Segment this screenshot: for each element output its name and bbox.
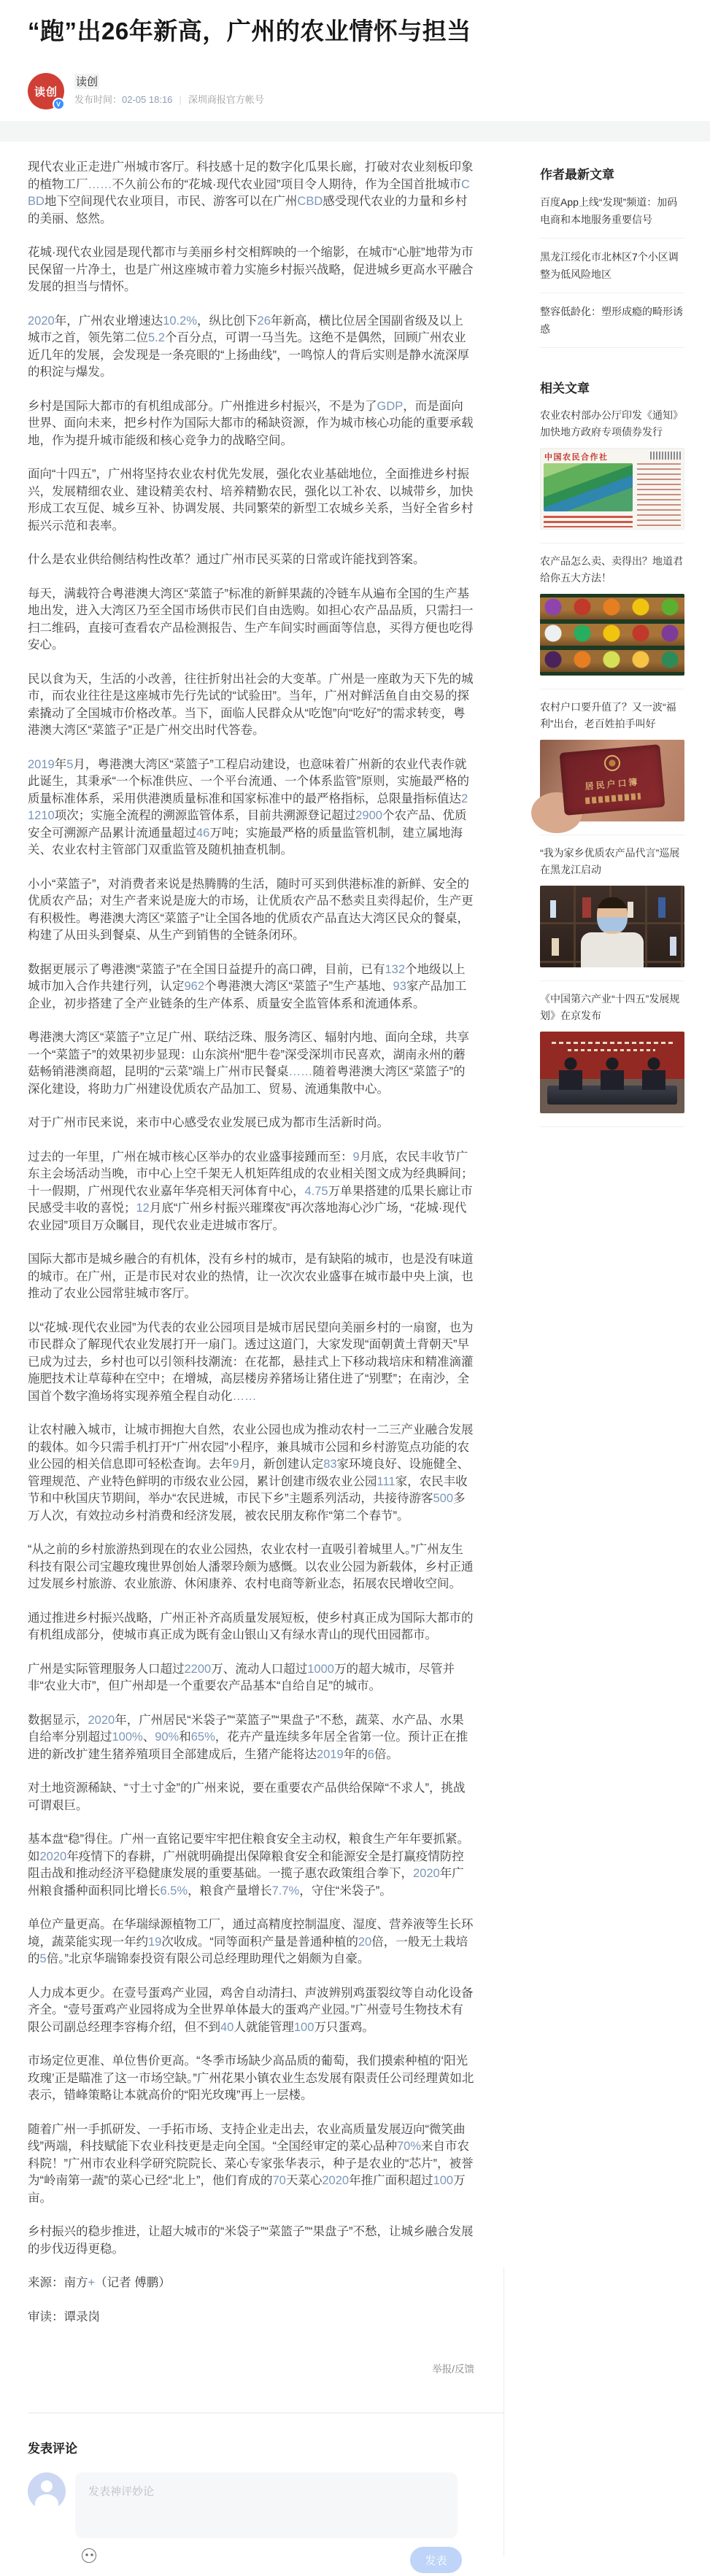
- article-paragraph: 数据更展示了粤港澳“菜篮子”在全国日益提升的高口碑，目前，已有132个地级以上城市加入合作共建行列，认定962个粤港澳大湾区“菜篮子”生产基地、93家产品加工企业，初步搭建了全产业链条的生产体系、质量安全监管体系和流通体系。: [28, 962, 467, 1010]
- article-paragraph: “从之前的乡村旅游热到现在的农业公园热，农业农村一直吸引着城里人。”广州友生科技有限公司宝趣玫瑰世界创始人潘翠玲颇为感慨。以农业公园为新载体，乡村正通过发展乡村旅游、农业旅游、休闲康养、农村电商等新业态，拓展农民增收空间。: [28, 1543, 474, 1590]
- related-article-title: 《中国第六产业“十四五”发展规划》在京发布: [540, 993, 680, 1021]
- author-article-item[interactable]: 百度App上线“发现”频道：加码电商和本地服务重要信号: [540, 184, 684, 239]
- article-paragraph: 小小“菜篮子”，对消费者来说是热腾腾的生活，随时可买到供港标准的新鲜、安全的优质农产品；对生产者来说是庞大的市场，让优质农产品不愁卖且卖得起价，生产更有积极性。粤港澳大湾区“菜篮子”让全国各地的优质农产品直达大湾区民众的餐桌，构建了从田头到餐桌、从生产到销售的全链条闭环。: [28, 877, 474, 942]
- article-body: [28, 142, 474, 2343]
- report-feedback-link[interactable]: 举报/反馈: [432, 2364, 474, 2375]
- article-paragraph: 每天，满载符合粤港澳大湾区“菜篮子”标准的新鲜果蔬的冷链车从遍布全国的生产基地出发，进入大湾区乃至全国市场供市民们自由选购。如担心农产品品质，只需扫一扫二维码，直接可查看农产品检测报告、生产车间实时画面等信息，买得方便也吃得安心。: [28, 587, 474, 651]
- article-paragraph: 国际大都市是城乡融合的有机体，没有乡村的城市，是有缺陷的城市，也是没有味道的城市。在广州，正是市民对农业的热情，让一次次农业盛事在城市最中央上演，也推动了农业公园常驻城市客厅。: [28, 1253, 474, 1300]
- article-paragraph: 基本盘“稳”得住。广州一直铭记要牢牢把住粮食安全主动权，粮食生产年年要抓紧。如2020年疫情下的春耕，广州就明确提出保障粮食安全和能源安全是打赢疫情防控阻击战和推动经济平稳健康发展的重要基础。一揽子惠农政策组合拳下，2020年广州粮食播种面积同比增长6.5%，粮食产量增长7.7%，守住“米袋子”。: [28, 1833, 469, 1898]
- comment-input-row: [28, 2472, 503, 2538]
- article-paragraph: 现代农业正走进广州城市客厅。科技感十足的数字化瓜果长廊，打破对农业刻板印象的植物工厂……不久前公布的“花城·现代农业园”项目令人期待，作为全国首批城市CBD地下空间现代农业项目，市民、游客可以在广州CBD感受现代农业的力量和乡村的美丽、悠然。: [28, 160, 474, 225]
- article-footer-line: 来源：南方+（记者 傅鹏）: [28, 2276, 171, 2289]
- comment-submit-button[interactable]: 发表: [410, 2547, 462, 2573]
- article-paragraph: 人力成本更少。在壹号蛋鸡产业园，鸡舍自动清扫、声波辨别鸡蛋裂纹等自动化设备齐全。“壹号蛋鸡产业园将成为全世界单体最大的蛋鸡产业园。”广州壹号生物技术有限公司副总经理李容梅介绍，但不到40人就能管理100万只蛋鸡。: [28, 1986, 474, 2034]
- article-paragraph: 面向“十四五”，广州将坚持农业农村优先发展，强化农业基础地位，全面推进乡村振兴，发展精细农业、建设精美农村、培养精勤农民，强化以工补农、以城带乡，加快形成工农互促、城乡互补、协调发展、共同繁荣的新型工农城乡关系，当好全省乡村振兴示范和表率。: [28, 468, 474, 533]
- comment-section-title: 发表评论: [28, 2442, 77, 2456]
- related-article-title: 农村户口要升值了？又一波“福利”出台，老百姓拍手叫好: [540, 701, 676, 730]
- related-article-title: 农产品怎么卖、卖得出？地道君给你五大方法！: [540, 555, 683, 584]
- article-paragraph: 让农村融入城市，让城市拥抱大自然，农业公园也成为推动农村一二三产业融合发展的载体。如今只需手机打开“广州农园”小程序，兼具城市公园和乡村游览点功能的农业公园的相关信息即可轻松查询。去年9月，新创建认定83家环境良好、设施健全、管理规范、产业特色鲜明的市级农业公园，累计创建市级农业公园111家，农民丰收节和中秋国庆节期间，举办“农民进城，市民下乡”主题系列活动，共接待游客500多万人次，有效拉动乡村消费和经济发展，被农民朋友称作“第二个春节”。: [28, 1423, 474, 1523]
- column-divider-line: [503, 2267, 504, 2556]
- source-tag: 深圳商报官方帐号: [188, 94, 264, 105]
- author-avatar[interactable]: [28, 73, 64, 109]
- publish-meta: [74, 92, 264, 106]
- article-paragraph: 通过推进乡村振兴战略，广州正补齐高质量发展短板，使乡村真正成为国际大都市的有机组成部分，使城市真正成为既有金山银山又有绿水青山的现代田园都市。: [28, 1611, 474, 1641]
- related-article-item[interactable]: [540, 835, 684, 981]
- author-articles-list: [540, 184, 684, 348]
- article-paragraph: 广州是实际管理服务人口超过2200万、流动人口超过1000万的超大城市，尽管并非“农业大市”，但广州却是一个重要农产品基本“自给自足”的城市。: [28, 1662, 455, 1693]
- article-paragraph: 2019年5月，粤港澳大湾区“菜篮子”工程启动建设，也意味着广州新的农业代表作就此诞生，其秉承“一个标准供应、一个平台流通、一个体系监管”原则，实施最严格的质量标准体系，采用供港澳质量标准和国家标准中的最严格指标，总限量指标值达21210项次；实施全流程的溯源监管体系，目前共溯源登记超过2900个农产品、优质安全可溯源产品累计流通量超过46万吨；实施最严格的质量监管机制，建立属地海关、农业农村主管部门双重监管及随机抽查机制。: [28, 757, 469, 856]
- publish-time: 02-05 18:16: [122, 94, 173, 105]
- article-paragraph: 对土地资源稀缺、“寸土寸金”的广州来说，要在重要农产品供给保障“不求人”，挑战可谓艰巨。: [28, 1782, 466, 1812]
- related-article-title: “我为家乡优质农产品代言”巡展在黑龙江启动: [540, 847, 680, 875]
- related-article-thumbnail-veg: [540, 594, 684, 676]
- article-paragraph: 以“花城·现代农业园”为代表的农业公园项目是城市居民望向美丽乡村的一扇窗，也为市民群众了解现代农业发展打开一扇门。透过这道门，大家发现“面朝黄土背朝天”早已成为过去，乡村也可以引领科技潮流：在花都，悬挂式上下移动栽培床和精准滴灌施肥技术让草莓种在空中；在增城，高层楼房养猪场让猪住进了“别墅”；在南沙，全国首个数字渔场将实现养殖全程自动化……: [28, 1320, 474, 1403]
- article-paragraph: 乡村振兴的稳步推进，让超大城市的“米袋子”“菜篮子”“果盘子”不愁，让城乡融合发展的步伐迈得更稳。: [28, 2225, 474, 2256]
- article-paragraph: 花城·现代农业园是现代都市与美丽乡村交相辉映的一个缩影，在城市“心脏”地带为市民保留一片净土，也是广州这座城市着力实施乡村振兴战略，促进城乡更高水平融合发展的担当与情怀。: [28, 246, 474, 293]
- related-article-thumbnail-magazine: [540, 448, 684, 530]
- related-article-item[interactable]: [540, 689, 684, 835]
- comment-actions: [28, 2547, 466, 2576]
- article-paragraph: 粤港澳大湾区“菜篮子”立足广州、联结泛珠、服务湾区、辐射内地、面向全球，共享一个“菜篮子”的效果初步显现：山东滨州“肥牛卷”深受深圳市民喜欢，湖南永州的蘑菇畅销港澳商超，昆明的“云菜”端上广州市民餐桌……随着粤港澳大湾区“菜篮子”的深化建设，将助力广州建设优质农产品加工、贸易、流通集散中心。: [28, 1031, 469, 1096]
- article-paragraph: 单位产量更高。在华瑞绿源植物工厂，通过高精度控制温度、湿度、营养液等生长环境，蔬菜能实现一年约19次收成。“同等面积产量是普通种植的20倍，一般无土栽培的5倍。”北京华瑞锦泰投资有限公司总经理助理代之娟颇为自豪。: [28, 1918, 474, 1965]
- thumbnail-caption: 居民户口簿: [584, 776, 641, 792]
- user-avatar: [28, 2472, 66, 2510]
- article-header: [28, 0, 539, 112]
- sidebar: [540, 142, 684, 1127]
- article-paragraph: 市场定位更准、单位售价更高。“冬季市场缺少高品质的葡萄，我们摸索种植的‘阳光玫瑰’正是瞄准了这一市场空缺。”广州花果小镇农业生态发展有限责任公司经理黄如北表示，错峰策略让本就高价的“阳光玫瑰”再上一层楼。: [28, 2054, 474, 2102]
- comment-section: [28, 2413, 503, 2576]
- related-articles-heading: 相关文章: [540, 382, 590, 395]
- related-article-item[interactable]: [540, 544, 684, 689]
- article-paragraph: 随着广州一手抓研发、一手拓市场、支持企业走出去，农业高质量发展迈向“微笑曲线”两端，科技赋能下农业科技更是走向全国。“全国经审定的菜心品种70%来自市农科院！”广州市农业科学研究院院长、菜心专家张华表示，种子是农业的“芯片”，被誉为“岭南第一蔬”的菜心已经“北上”，他们育成的70天菜心2020年推广面积超过100万亩。: [28, 2122, 474, 2205]
- article-paragraph: 过去的一年里，广州在城市核心区举办的农业盛事接踵而至：9月底，农民丰收节广东主会场活动当晚，市中心上空千架无人机矩阵组成的农业相关图文成为经典瞬间；十一假期，广州现代农业嘉年华亮相天河体育中心，4.75万单果搭建的瓜果长廊让市民感受丰收的喜悦；12月底“广州乡村振兴璀璨夜”再次落地海心沙广场，“花城·现代农业园”项目万众瞩目，现代农业走进城市客厅。: [28, 1150, 474, 1232]
- related-article-thumbnail-meeting: [540, 1032, 684, 1113]
- verified-badge-icon: V: [53, 98, 65, 110]
- related-article-title: 农业农村部办公厅印发《通知》加快地方政府专项债券发行: [540, 409, 683, 438]
- meta-separator: |: [179, 94, 182, 105]
- comment-input[interactable]: [75, 2472, 458, 2538]
- article-paragraph: 2020年，广州农业增速达10.2%，纵比创下26年新高，横比位居全国副省级及以上城市之首，领先第二位5.2个百分点，可谓一马当先。这绝不是偶然，回顾广州农业近几年的发展，会发现是一条亮眼的“上扬曲线”，一鸣惊人的背后实则是静水流深厚的积淀与爆发。: [28, 314, 469, 379]
- article-paragraph: 数据显示，2020年，广州居民“米袋子”“菜篮子”“果盘子”不愁，蔬菜、水产品、水果自给率分别超过100%、90%和65%，花卉产量连续多年居全省第一位。预计正在推进的新改扩建生猪养殖项目全部建成后，生猪产能将达2019年的6倍。: [28, 1713, 468, 1761]
- related-article-item[interactable]: [540, 398, 684, 544]
- article-footer-line: 审读：谭录岗: [28, 2310, 100, 2324]
- article-paragraph: 乡村是国际大都市的有机组成部分。广州推进乡村振兴，不是为了GDP，而是面向世界、面向未来，把乡村作为国际大都市的稀缺资源，作为城市核心功能的重要承载地，作为提升城市能级和核心竞争力的战略空间。: [28, 399, 474, 447]
- author-article-item[interactable]: 整容低龄化：塑形成瘾的畸形诱惑: [540, 293, 684, 348]
- emoji-icon[interactable]: [82, 2548, 96, 2563]
- related-article-item[interactable]: [540, 981, 684, 1127]
- thumbnail-caption: 中国农民合作社: [544, 453, 609, 462]
- related-article-thumbnail-man: [540, 886, 684, 967]
- article-paragraph: 民以食为天，生活的小改善，往往折射出社会的大变革。广州是一座敢为天下先的城市，而农业往往是这座城市先行先试的“试验田”。当年，广州对鲜活鱼自由交易的探索撬动了全国城市价格改革。当下，面临人民群众从“吃饱”向“吃好”的需求转变，粤港澳大湾区“菜篮子”正是广州交出时代答卷。: [28, 672, 474, 737]
- related-articles-list: [540, 398, 684, 1127]
- author-row: [28, 73, 539, 112]
- header-divider-band: [0, 121, 710, 142]
- article-paragraph: 对于广州市民来说，来市中心感受农业发展已成为都市生活新时尚。: [28, 1116, 389, 1129]
- page-title: “跑”出26年新高，广州的农业情怀与担当: [28, 18, 471, 45]
- article-paragraph: 什么是农业供给侧结构性改革？通过广州市民买菜的日常或许能找到答案。: [28, 553, 425, 566]
- author-name[interactable]: 读创: [74, 74, 99, 89]
- author-articles-heading: 作者最新文章: [540, 168, 614, 182]
- author-article-item[interactable]: 黑龙江绥化市北林区7个小区调整为低风险地区: [540, 239, 684, 293]
- report-row: [28, 2361, 474, 2376]
- comment-placeholder: 发表神评妙论: [88, 2486, 155, 2498]
- publish-label: 发布时间：: [74, 94, 123, 105]
- avatar-text: 读创: [34, 85, 58, 98]
- related-article-thumbnail-hukou: [540, 740, 684, 821]
